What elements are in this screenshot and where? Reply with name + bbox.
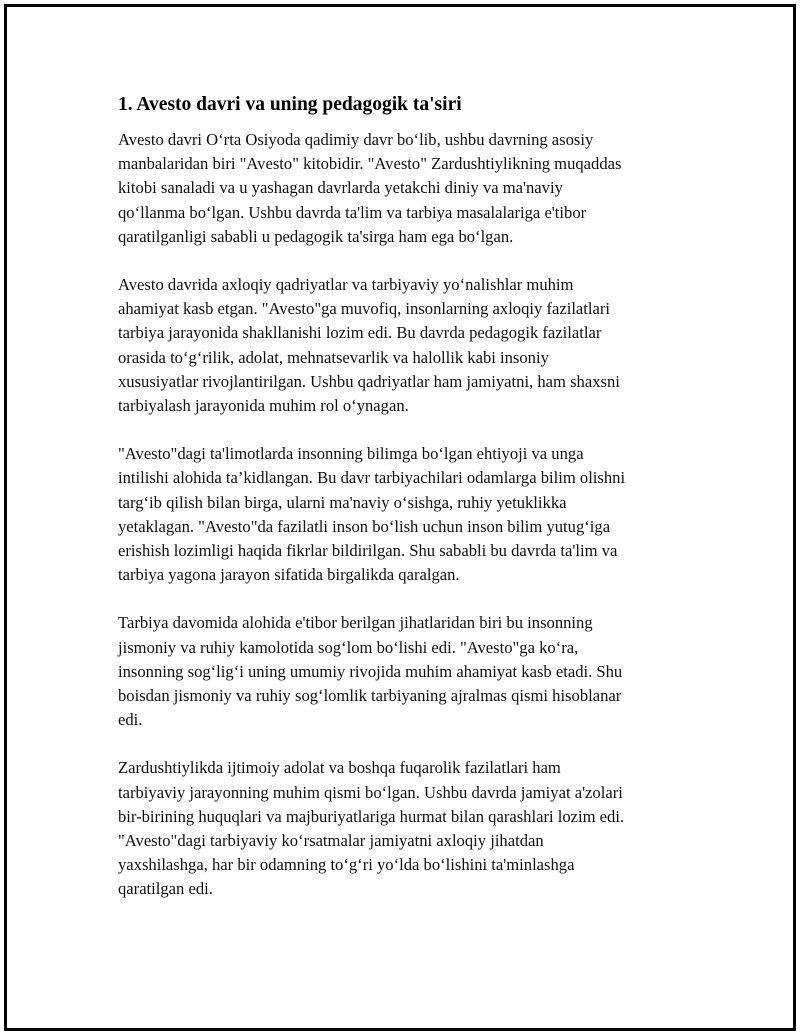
paragraph-line: qo‘llanma bo‘lgan. Ushbu davrda ta'lim va tarbiya masalalariga e'tibor xyxy=(118,202,587,222)
paragraph-line: orasida to‘g‘rilik, adolat, mehnatsevarlik va halollik kabi insoniy xyxy=(118,347,549,367)
paragraph-line: bir-birining huquqlari va majburiyatlariga hurmat bilan qarashlari lozim edi. xyxy=(118,806,625,826)
paragraph-line: intilishi alohida ta’kidlangan. Bu davr tarbiyachilari odamlarga bilim olishni xyxy=(118,468,626,488)
paragraph-line: boisdan jismoniy va ruhiy sog‘lomlik tarbiyaning ajralmas qismi hisoblanar xyxy=(118,686,622,706)
paragraph-line: erishish lozimligi haqida fikrlar bildirilgan. Shu sababli bu davrda ta'lim va xyxy=(118,541,618,561)
paragraph-line: xususiyatlar rivojlantirilgan. Ushbu qadriyatlar ham jamiyatni, ham shaxsni xyxy=(118,371,620,391)
paragraph-line: insonning sog‘lig‘i uning umumiy rivojida muhim ahamiyat kasb etadi. Shu xyxy=(118,661,623,681)
paragraph-line: ahamiyat kasb etgan. "Avesto"ga muvofiq, insonlarning axloqiy fazilatlari xyxy=(118,299,611,319)
paragraph xyxy=(118,611,690,732)
paragraph xyxy=(118,756,690,901)
paragraph-line: targ‘ib qilish bilan birga, ularni ma'naviy o‘sishga, ruhiy yetuklikka xyxy=(118,492,567,512)
paragraph-line: tarbiyalash jarayonida muhim rol o‘ynagan. xyxy=(118,396,409,416)
paragraph-line: Avesto davri O‘rta Osiyoda qadimiy davr bo‘lib, ushbu davrning asosiy xyxy=(118,130,594,149)
paragraph xyxy=(118,128,690,249)
document-title: 1. Avesto davri va uning pedagogik ta'siri xyxy=(118,94,462,115)
paragraph-line: manbalaridan biri "Avesto" kitobidir. "Avesto" Zardushtiylikning muqaddas xyxy=(118,154,622,174)
paragraph-line: "Avesto"dagi ta'limotlarda insonning bilimga bo‘lgan ehtiyoji va unga xyxy=(118,444,584,464)
paragraph-line: edi. xyxy=(118,710,143,730)
paragraph-line: tarbiya jarayonida shakllanishi lozim edi. Bu davrda pedagogik fazilatlar xyxy=(118,323,602,343)
paragraph-line: yaxshilashga, har bir odamning to‘g‘ri yo‘lda bo‘lishini ta'minlashga xyxy=(118,855,575,875)
paragraph-list xyxy=(118,128,690,902)
paragraph xyxy=(118,442,690,587)
document-body xyxy=(118,92,690,926)
paragraph-line: Tarbiya davomida alohida e'tibor berilgan jihatlaridan biri bu insonning xyxy=(118,613,593,633)
paragraph-line: Avesto davrida axloqiy qadriyatlar va tarbiyaviy yo‘nalishlar muhim xyxy=(118,275,574,295)
paragraph-line: qaratilganligi sababli u pedagogik ta'sirga ham ega bo‘lgan. xyxy=(118,226,514,246)
paragraph-line: "Avesto"dagi tarbiyaviy ko‘rsatmalar jamiyatni axloqiy jihatdan xyxy=(118,831,544,851)
paragraph-line: yetaklagan. "Avesto"da fazilatli inson bo‘lish uchun inson bilim yutug‘iga xyxy=(118,516,611,536)
paragraph-line: tarbiya yagona jarayon sifatida birgalikda qaralgan. xyxy=(118,565,460,585)
paragraph-line: Zardushtiylikda ijtimoiy adolat va boshqa fuqarolik fazilatlari ham xyxy=(118,758,561,778)
paragraph-line: kitobi sanaladi va u yashagan davrlarda yetakchi diniy va ma'naviy xyxy=(118,178,563,198)
paragraph-line: jismoniy va ruhiy kamolotida sog‘lom bo‘lishi edi. "Avesto"ga ko‘ra, xyxy=(118,637,579,657)
paragraph-line: tarbiyaviy jarayonning muhim qismi bo‘lgan. Ushbu davrda jamiyat a'zolari xyxy=(118,782,623,802)
paragraph-line: qaratilgan edi. xyxy=(118,879,213,899)
paragraph xyxy=(118,273,690,418)
